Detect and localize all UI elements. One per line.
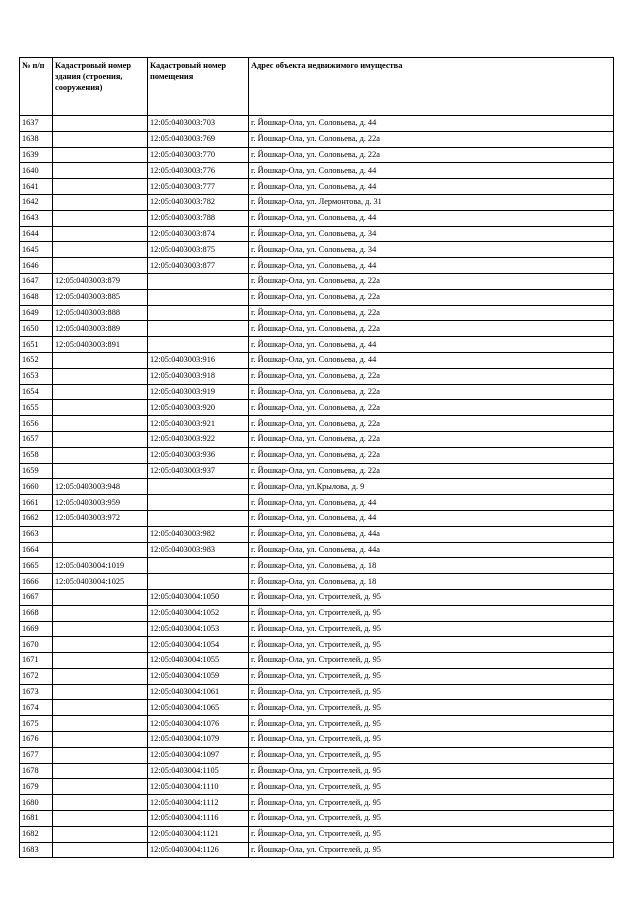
cell-row-number: 1657 — [20, 431, 53, 447]
cell-premises-cadastral-number: 12:05:0403004:1105 — [148, 763, 249, 779]
cell-building-cadastral-number — [53, 637, 148, 653]
cell-property-address: г. Йошкар-Ола, ул. Строителей, д. 95 — [249, 716, 614, 732]
cell-premises-cadastral-number — [148, 305, 249, 321]
table-row — [20, 321, 614, 337]
cell-property-address: г. Йошкар-Ола, ул. Лермонтова, д. 31 — [249, 194, 614, 210]
cell-property-address: г. Йошкар-Ола, ул. Строителей, д. 95 — [249, 747, 614, 763]
table-row — [20, 194, 614, 210]
cell-row-number: 1683 — [20, 842, 53, 858]
cell-row-number: 1667 — [20, 589, 53, 605]
table-row — [20, 842, 614, 858]
cell-premises-cadastral-number — [148, 337, 249, 353]
cell-building-cadastral-number — [53, 795, 148, 811]
cell-premises-cadastral-number: 12:05:0403004:1050 — [148, 589, 249, 605]
cell-property-address: г. Йошкар-Ола, ул. Строителей, д. 95 — [249, 700, 614, 716]
cell-row-number: 1660 — [20, 479, 53, 495]
cell-premises-cadastral-number: 12:05:0403004:1121 — [148, 826, 249, 842]
cell-row-number: 1638 — [20, 131, 53, 147]
header-row-number: № п/п — [20, 58, 53, 116]
cell-property-address: г. Йошкар-Ола, ул. Строителей, д. 95 — [249, 842, 614, 858]
cell-row-number: 1649 — [20, 305, 53, 321]
cell-premises-cadastral-number: 12:05:0403003:918 — [148, 368, 249, 384]
cell-premises-cadastral-number: 12:05:0403004:1065 — [148, 700, 249, 716]
cell-building-cadastral-number — [53, 542, 148, 558]
cell-premises-cadastral-number: 12:05:0403003:919 — [148, 384, 249, 400]
cell-premises-cadastral-number — [148, 289, 249, 305]
cell-property-address: г. Йошкар-Ола, ул. Соловьева, д. 34 — [249, 242, 614, 258]
cell-row-number: 1669 — [20, 621, 53, 637]
cell-premises-cadastral-number: 12:05:0403003:788 — [148, 210, 249, 226]
cell-premises-cadastral-number: 12:05:0403003:877 — [148, 258, 249, 274]
cell-property-address: г. Йошкар-Ола, ул. Соловьева, д. 44 — [249, 116, 614, 132]
header-premises-cadastral-number: Кадастровый номер помещения — [148, 58, 249, 116]
cell-building-cadastral-number — [53, 384, 148, 400]
table-row — [20, 273, 614, 289]
cell-building-cadastral-number — [53, 684, 148, 700]
cell-row-number: 1682 — [20, 826, 53, 842]
cell-building-cadastral-number — [53, 716, 148, 732]
table-row — [20, 716, 614, 732]
cell-building-cadastral-number: 12:05:0403003:889 — [53, 321, 148, 337]
cell-property-address: г. Йошкар-Ола, ул. Строителей, д. 95 — [249, 795, 614, 811]
table-body — [20, 116, 614, 858]
cell-property-address: г. Йошкар-Ола, ул. Строителей, д. 95 — [249, 763, 614, 779]
cell-premises-cadastral-number: 12:05:0403003:936 — [148, 447, 249, 463]
cell-row-number: 1661 — [20, 495, 53, 511]
cell-row-number: 1647 — [20, 273, 53, 289]
cell-building-cadastral-number: 12:05:0403004:1019 — [53, 558, 148, 574]
cell-row-number: 1677 — [20, 747, 53, 763]
cell-building-cadastral-number — [53, 258, 148, 274]
cell-building-cadastral-number — [53, 163, 148, 179]
cell-premises-cadastral-number: 12:05:0403003:921 — [148, 416, 249, 432]
cell-row-number: 1646 — [20, 258, 53, 274]
cell-row-number: 1674 — [20, 700, 53, 716]
cell-building-cadastral-number — [53, 605, 148, 621]
cell-building-cadastral-number: 12:05:0403003:891 — [53, 337, 148, 353]
table-row — [20, 147, 614, 163]
cell-row-number: 1654 — [20, 384, 53, 400]
cell-building-cadastral-number — [53, 653, 148, 669]
table-row — [20, 700, 614, 716]
cell-row-number: 1659 — [20, 463, 53, 479]
table-row — [20, 558, 614, 574]
table-row — [20, 747, 614, 763]
cell-premises-cadastral-number: 12:05:0403003:922 — [148, 431, 249, 447]
table-row — [20, 337, 614, 353]
cell-building-cadastral-number — [53, 826, 148, 842]
table-row — [20, 416, 614, 432]
table-row — [20, 131, 614, 147]
cell-premises-cadastral-number — [148, 321, 249, 337]
cell-building-cadastral-number — [53, 431, 148, 447]
cell-row-number: 1642 — [20, 194, 53, 210]
cell-premises-cadastral-number: 12:05:0403004:1061 — [148, 684, 249, 700]
table-row — [20, 116, 614, 132]
cell-row-number: 1673 — [20, 684, 53, 700]
cell-row-number: 1641 — [20, 179, 53, 195]
cell-property-address: г. Йошкар-Ола, ул. Соловьева, д. 18 — [249, 558, 614, 574]
cell-building-cadastral-number — [53, 447, 148, 463]
cell-premises-cadastral-number — [148, 574, 249, 590]
cell-property-address: г. Йошкар-Ола, ул. Строителей, д. 95 — [249, 653, 614, 669]
table-row — [20, 826, 614, 842]
cell-row-number: 1637 — [20, 116, 53, 132]
cell-building-cadastral-number — [53, 352, 148, 368]
table-row — [20, 763, 614, 779]
cell-row-number: 1644 — [20, 226, 53, 242]
cell-property-address: г. Йошкар-Ола, ул. Соловьева, д. 22а — [249, 273, 614, 289]
cell-property-address: г. Йошкар-Ола, ул. Строителей, д. 95 — [249, 605, 614, 621]
table-row — [20, 163, 614, 179]
table-row — [20, 732, 614, 748]
table-row — [20, 210, 614, 226]
cell-premises-cadastral-number: 12:05:0403004:1053 — [148, 621, 249, 637]
cell-row-number: 1658 — [20, 447, 53, 463]
cell-property-address: г. Йошкар-Ола, ул. Строителей, д. 95 — [249, 826, 614, 842]
cell-property-address: г. Йошкар-Ола, ул. Соловьева, д. 44 — [249, 163, 614, 179]
table-row — [20, 463, 614, 479]
document-page — [19, 57, 614, 858]
table-row — [20, 226, 614, 242]
cell-row-number: 1664 — [20, 542, 53, 558]
cell-premises-cadastral-number — [148, 510, 249, 526]
cell-building-cadastral-number: 12:05:0403003:879 — [53, 273, 148, 289]
cell-premises-cadastral-number: 12:05:0403004:1097 — [148, 747, 249, 763]
cell-premises-cadastral-number: 12:05:0403003:916 — [148, 352, 249, 368]
table-row — [20, 242, 614, 258]
table-row — [20, 289, 614, 305]
table-row — [20, 795, 614, 811]
cell-row-number: 1651 — [20, 337, 53, 353]
cell-property-address: г. Йошкар-Ола, ул. Соловьева, д. 44 — [249, 352, 614, 368]
cell-property-address: г. Йошкар-Ола, ул. Соловьева, д. 22а — [249, 400, 614, 416]
cell-premises-cadastral-number — [148, 479, 249, 495]
cell-premises-cadastral-number: 12:05:0403003:920 — [148, 400, 249, 416]
table-row — [20, 479, 614, 495]
cell-property-address: г. Йошкар-Ола, ул. Строителей, д. 95 — [249, 779, 614, 795]
cell-premises-cadastral-number: 12:05:0403004:1110 — [148, 779, 249, 795]
cell-row-number: 1662 — [20, 510, 53, 526]
cell-building-cadastral-number: 12:05:0403003:972 — [53, 510, 148, 526]
cell-premises-cadastral-number: 12:05:0403003:875 — [148, 242, 249, 258]
cell-property-address: г. Йошкар-Ола, ул. Соловьева, д. 22а — [249, 321, 614, 337]
table-row — [20, 637, 614, 653]
cell-property-address: г. Йошкар-Ола, ул. Строителей, д. 95 — [249, 811, 614, 827]
cell-property-address: г. Йошкар-Ола, ул. Соловьева, д. 34 — [249, 226, 614, 242]
table-header-row — [20, 58, 614, 116]
cell-building-cadastral-number — [53, 842, 148, 858]
cell-premises-cadastral-number: 12:05:0403003:874 — [148, 226, 249, 242]
cell-row-number: 1680 — [20, 795, 53, 811]
cell-property-address: г. Йошкар-Ола, ул. Строителей, д. 95 — [249, 621, 614, 637]
cell-premises-cadastral-number: 12:05:0403003:776 — [148, 163, 249, 179]
table-row — [20, 368, 614, 384]
cell-premises-cadastral-number: 12:05:0403004:1059 — [148, 668, 249, 684]
cell-premises-cadastral-number — [148, 273, 249, 289]
cell-building-cadastral-number — [53, 368, 148, 384]
cell-property-address: г. Йошкар-Ола, ул. Соловьева, д. 44 — [249, 258, 614, 274]
table-row — [20, 684, 614, 700]
cell-row-number: 1665 — [20, 558, 53, 574]
cell-row-number: 1650 — [20, 321, 53, 337]
table-row — [20, 589, 614, 605]
cell-premises-cadastral-number: 12:05:0403003:982 — [148, 526, 249, 542]
cell-row-number: 1645 — [20, 242, 53, 258]
cell-building-cadastral-number: 12:05:0403003:885 — [53, 289, 148, 305]
cell-premises-cadastral-number: 12:05:0403003:770 — [148, 147, 249, 163]
cell-premises-cadastral-number: 12:05:0403003:769 — [148, 131, 249, 147]
cell-property-address: г. Йошкар-Ола, ул. Соловьева, д. 44а — [249, 542, 614, 558]
cell-property-address: г. Йошкар-Ола, ул. Соловьева, д. 22а — [249, 447, 614, 463]
cell-row-number: 1656 — [20, 416, 53, 432]
cell-building-cadastral-number — [53, 147, 148, 163]
cell-property-address: г. Йошкар-Ола, ул. Соловьева, д. 44 — [249, 179, 614, 195]
table-row — [20, 542, 614, 558]
cell-property-address: г. Йошкар-Ола, ул. Соловьева, д. 22а — [249, 416, 614, 432]
cell-property-address: г. Йошкар-Ола, ул. Соловьева, д. 22а — [249, 384, 614, 400]
cell-premises-cadastral-number: 12:05:0403003:703 — [148, 116, 249, 132]
cell-row-number: 1679 — [20, 779, 53, 795]
cell-building-cadastral-number — [53, 463, 148, 479]
cell-property-address: г. Йошкар-Ола, ул. Строителей, д. 95 — [249, 684, 614, 700]
cell-premises-cadastral-number: 12:05:0403003:983 — [148, 542, 249, 558]
cell-building-cadastral-number: 12:05:0403003:948 — [53, 479, 148, 495]
header-property-address: Адрес объекта недвижимого имущества — [249, 58, 614, 116]
cell-property-address: г. Йошкар-Ола, ул. Строителей, д. 95 — [249, 589, 614, 605]
cell-row-number: 1678 — [20, 763, 53, 779]
cell-row-number: 1671 — [20, 653, 53, 669]
table-row — [20, 621, 614, 637]
cell-row-number: 1655 — [20, 400, 53, 416]
cell-row-number: 1666 — [20, 574, 53, 590]
table-row — [20, 510, 614, 526]
cell-building-cadastral-number — [53, 116, 148, 132]
cell-building-cadastral-number — [53, 668, 148, 684]
cell-property-address: г. Йошкар-Ола, ул. Соловьева, д. 22а — [249, 431, 614, 447]
cell-building-cadastral-number — [53, 779, 148, 795]
cell-property-address: г. Йошкар-Ола, ул. Соловьева, д. 44 — [249, 495, 614, 511]
cell-premises-cadastral-number: 12:05:0403004:1126 — [148, 842, 249, 858]
cell-row-number: 1681 — [20, 811, 53, 827]
cell-building-cadastral-number — [53, 210, 148, 226]
property-register-table — [19, 57, 614, 858]
cell-row-number: 1652 — [20, 352, 53, 368]
table-row — [20, 779, 614, 795]
cell-property-address: г. Йошкар-Ола, ул. Строителей, д. 95 — [249, 668, 614, 684]
cell-row-number: 1653 — [20, 368, 53, 384]
cell-building-cadastral-number — [53, 179, 148, 195]
cell-building-cadastral-number: 12:05:0403004:1025 — [53, 574, 148, 590]
cell-building-cadastral-number — [53, 763, 148, 779]
cell-building-cadastral-number: 12:05:0403003:888 — [53, 305, 148, 321]
cell-property-address: г. Йошкар-Ола, ул. Соловьева, д. 22а — [249, 289, 614, 305]
table-row — [20, 574, 614, 590]
cell-row-number: 1643 — [20, 210, 53, 226]
cell-building-cadastral-number — [53, 226, 148, 242]
table-row — [20, 447, 614, 463]
cell-premises-cadastral-number: 12:05:0403004:1076 — [148, 716, 249, 732]
cell-row-number: 1640 — [20, 163, 53, 179]
cell-building-cadastral-number — [53, 131, 148, 147]
cell-row-number: 1675 — [20, 716, 53, 732]
table-row — [20, 526, 614, 542]
cell-property-address: г. Йошкар-Ола, ул. Соловьева, д. 22а — [249, 131, 614, 147]
cell-building-cadastral-number — [53, 194, 148, 210]
cell-premises-cadastral-number: 12:05:0403004:1079 — [148, 732, 249, 748]
table-row — [20, 605, 614, 621]
cell-building-cadastral-number — [53, 242, 148, 258]
cell-property-address: г. Йошкар-Ола, ул. Соловьева, д. 22а — [249, 368, 614, 384]
cell-row-number: 1676 — [20, 732, 53, 748]
table-row — [20, 352, 614, 368]
table-row — [20, 258, 614, 274]
cell-building-cadastral-number: 12:05:0403003:959 — [53, 495, 148, 511]
cell-property-address: г. Йошкар-Ола, ул. Строителей, д. 95 — [249, 732, 614, 748]
table-row — [20, 305, 614, 321]
table-row — [20, 668, 614, 684]
table-row — [20, 431, 614, 447]
cell-row-number: 1663 — [20, 526, 53, 542]
table-row — [20, 384, 614, 400]
cell-building-cadastral-number — [53, 416, 148, 432]
cell-building-cadastral-number — [53, 589, 148, 605]
table-row — [20, 400, 614, 416]
cell-property-address: г. Йошкар-Ола, ул. Соловьева, д. 44 — [249, 210, 614, 226]
table-row — [20, 179, 614, 195]
cell-property-address: г. Йошкар-Ола, ул. Соловьева, д. 18 — [249, 574, 614, 590]
cell-row-number: 1668 — [20, 605, 53, 621]
cell-building-cadastral-number — [53, 732, 148, 748]
cell-building-cadastral-number — [53, 526, 148, 542]
cell-row-number: 1670 — [20, 637, 53, 653]
cell-premises-cadastral-number: 12:05:0403004:1055 — [148, 653, 249, 669]
cell-premises-cadastral-number: 12:05:0403004:1052 — [148, 605, 249, 621]
cell-premises-cadastral-number: 12:05:0403003:777 — [148, 179, 249, 195]
table-row — [20, 811, 614, 827]
cell-row-number: 1672 — [20, 668, 53, 684]
cell-building-cadastral-number — [53, 700, 148, 716]
cell-premises-cadastral-number: 12:05:0403004:1112 — [148, 795, 249, 811]
cell-building-cadastral-number — [53, 811, 148, 827]
cell-premises-cadastral-number: 12:05:0403003:782 — [148, 194, 249, 210]
cell-row-number: 1648 — [20, 289, 53, 305]
cell-premises-cadastral-number: 12:05:0403003:937 — [148, 463, 249, 479]
cell-premises-cadastral-number: 12:05:0403004:1116 — [148, 811, 249, 827]
cell-property-address: г. Йошкар-Ола, ул. Соловьева, д. 22а — [249, 463, 614, 479]
cell-building-cadastral-number — [53, 400, 148, 416]
cell-property-address: г. Йошкар-Ола, ул. Строителей, д. 95 — [249, 637, 614, 653]
table-row — [20, 653, 614, 669]
cell-property-address: г. Йошкар-Ола, ул. Соловьева, д. 44 — [249, 510, 614, 526]
cell-building-cadastral-number — [53, 747, 148, 763]
cell-premises-cadastral-number — [148, 495, 249, 511]
table-row — [20, 495, 614, 511]
cell-building-cadastral-number — [53, 621, 148, 637]
cell-premises-cadastral-number: 12:05:0403004:1054 — [148, 637, 249, 653]
cell-property-address: г. Йошкар-Ола, ул.Крылова, д. 9 — [249, 479, 614, 495]
header-building-cadastral-number: Кадастровый номер здания (строения, сооружения) — [53, 58, 148, 116]
cell-property-address: г. Йошкар-Ола, ул. Соловьева, д. 22а — [249, 305, 614, 321]
cell-property-address: г. Йошкар-Ола, ул. Соловьева, д. 44 — [249, 337, 614, 353]
cell-property-address: г. Йошкар-Ола, ул. Соловьева, д. 22а — [249, 147, 614, 163]
cell-property-address: г. Йошкар-Ола, ул. Соловьева, д. 44а — [249, 526, 614, 542]
cell-row-number: 1639 — [20, 147, 53, 163]
cell-premises-cadastral-number — [148, 558, 249, 574]
